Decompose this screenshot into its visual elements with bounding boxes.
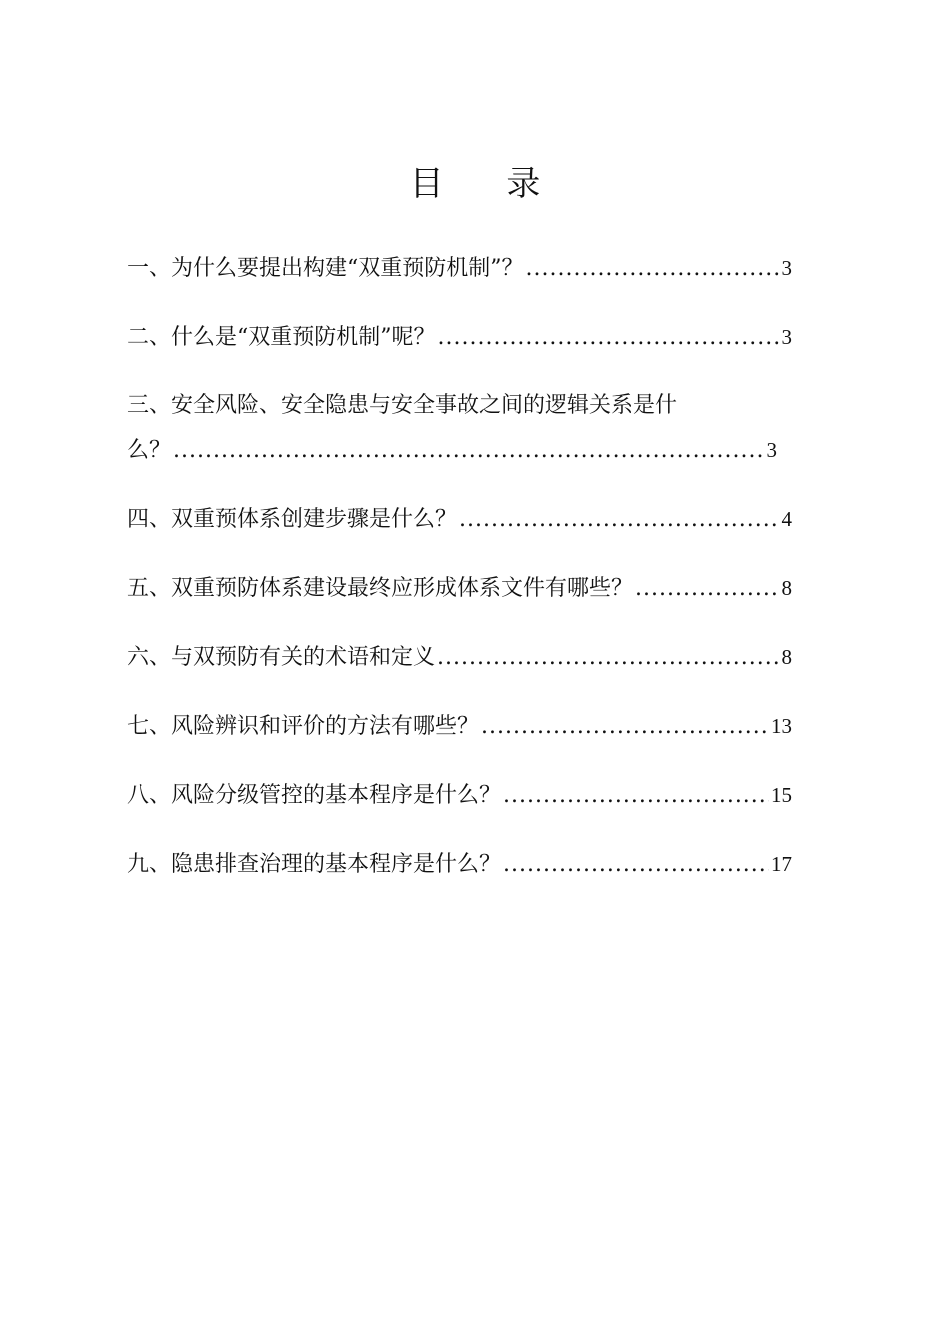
toc-page-number: 4 <box>781 507 792 531</box>
dot-leader <box>438 316 780 360</box>
toc-entry-text: 五、双重预防体系建设最终应形成体系文件有哪些？ <box>127 576 634 601</box>
toc-entry-text: 六、与双预防有关的术语和定义 <box>127 645 436 670</box>
toc-page-number: 3 <box>781 256 792 280</box>
toc-entry-text: 一、为什么要提出构建“双重预防机制”？ <box>127 256 524 281</box>
toc-page-number: 3 <box>781 325 792 349</box>
toc-entry-text: 八、风险分级管控的基本程序是什么？ <box>127 783 502 808</box>
toc-list <box>127 246 792 911</box>
dot-leader <box>437 636 779 680</box>
toc-entry-text: 二、什么是“双重预防机制”呢？ <box>127 325 436 350</box>
toc-page-number: 13 <box>771 714 792 738</box>
toc-entry-6[interactable] <box>127 635 792 680</box>
toc-page-number: 8 <box>781 576 792 600</box>
toc-entry-1[interactable] <box>127 246 792 291</box>
toc-page-number: 3 <box>766 438 777 462</box>
toc-page-number: 17 <box>771 852 792 876</box>
toc-entry-text: 四、双重预体系创建步骤是什么？ <box>127 507 458 532</box>
toc-entry-2[interactable] <box>127 315 792 360</box>
toc-entry-text: 七、风险辨识和评价的方法有哪些？ <box>127 714 480 739</box>
dot-leader <box>526 247 780 291</box>
toc-entry-8[interactable] <box>127 773 792 818</box>
toc-page-number: 15 <box>771 783 792 807</box>
toc-entry-text-line2: 么？ <box>127 438 172 463</box>
toc-page-number: 8 <box>781 645 792 669</box>
dot-leader <box>503 843 769 887</box>
dot-leader <box>173 429 764 473</box>
toc-entry-3[interactable] <box>127 384 792 473</box>
toc-entry-7[interactable] <box>127 704 792 749</box>
dot-leader <box>459 498 779 542</box>
dot-leader <box>481 705 769 749</box>
dot-leader <box>503 774 769 818</box>
toc-entry-5[interactable] <box>127 566 792 611</box>
toc-entry-text: 九、隐患排查治理的基本程序是什么？ <box>127 852 502 877</box>
toc-entry-4[interactable] <box>127 497 792 542</box>
dot-leader <box>635 567 779 611</box>
toc-entry-text-line1: 三、安全风险、安全隐患与安全事故之间的逻辑关系是什 <box>127 393 678 418</box>
toc-title: 目 录 <box>409 164 567 204</box>
toc-entry-9[interactable] <box>127 842 792 887</box>
